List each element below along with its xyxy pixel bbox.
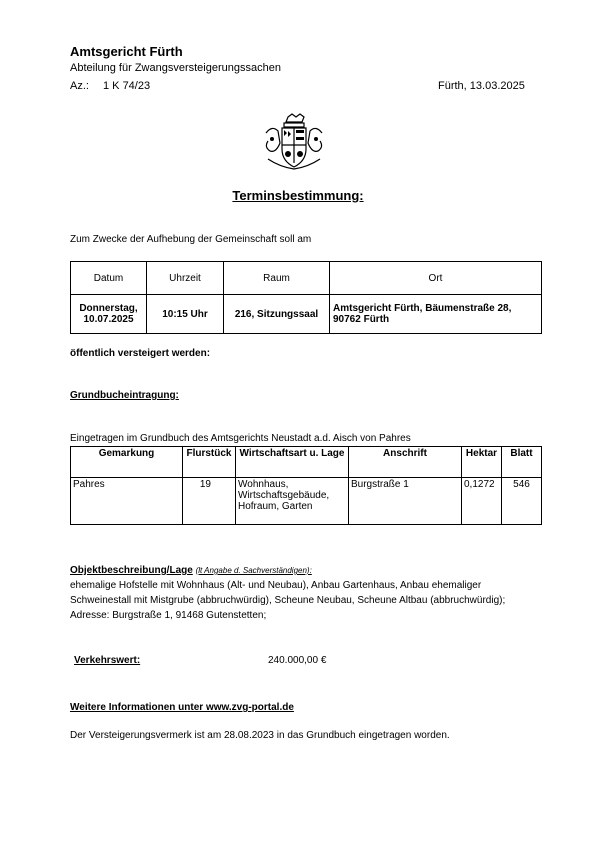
case-number: 1 K 74/23: [103, 80, 151, 92]
appointment-room: 216, Sitzungssaal: [224, 295, 330, 334]
header-date: Datum: [71, 262, 147, 295]
appointment-table: [70, 261, 542, 334]
appointment-date: [71, 295, 147, 334]
department: Abteilung für Zwangsversteigerungssachen: [70, 62, 281, 74]
object-description-text: ehemalige Hofstelle mit Wohnhaus (Alt- und Neubau), Anbau Gartenhaus, Anbau ehemaliger Schweinestall mit Mistgrube (abbruchwürdig), Scheune Neubau, Scheune Altbau (abbruchwürdig);: [70, 580, 506, 606]
court-name: Amtsgericht Fürth: [70, 44, 183, 59]
market-value: 240.000,00 €: [268, 655, 327, 666]
place-date: Fürth, 13.03.2025: [438, 80, 525, 92]
header-gemarkung: Gemarkung: [71, 447, 183, 478]
cell-blatt: 546: [502, 478, 542, 525]
cell-gemarkung: Pahres: [71, 478, 183, 525]
grundbuch-heading: Grundbucheintragung:: [70, 390, 179, 401]
header-wirtschaftsart: Wirtschaftsart u. Lage: [236, 447, 349, 478]
grundbuch-table: [70, 446, 542, 525]
header-blatt: Blatt: [502, 447, 542, 478]
cell-hektar: 0,1272: [462, 478, 502, 525]
object-description: [70, 578, 540, 623]
cell-anschrift: Burgstraße 1: [349, 478, 462, 525]
cell-flurstueck: 19: [183, 478, 236, 525]
object-heading-note: (lt Angabe d. Sachverständigen):: [195, 566, 312, 575]
header-hektar: Hektar: [462, 447, 502, 478]
header-place: Ort: [330, 262, 542, 295]
appointment-place: [330, 295, 542, 334]
appointment-day: 10.07.2025: [83, 314, 134, 325]
auction-statement: öffentlich versteigert werden:: [70, 348, 211, 359]
case-number-label: Az.:: [70, 80, 89, 92]
header-anschrift: Anschrift: [349, 447, 462, 478]
coat-of-arms-icon: [262, 113, 326, 171]
more-info-link[interactable]: Weitere Informationen unter www.zvg-portal.de: [70, 702, 294, 713]
appointment-weekday: Donnerstag,: [79, 303, 138, 314]
appointment-place-street: Amtsgericht Fürth, Bäumenstraße 28,: [333, 303, 512, 314]
appointment-time: 10:15 Uhr: [147, 295, 224, 334]
market-value-label: Verkehrswert:: [74, 655, 141, 666]
page-title: Terminsbestimmung:: [232, 188, 364, 203]
closing-note: Der Versteigerungsvermerk ist am 28.08.2023 in das Grundbuch eingetragen worden.: [70, 730, 450, 741]
grundbuch-intro: Eingetragen im Grundbuch des Amtsgerichts Neustadt a.d. Aisch von Pahres: [70, 433, 411, 444]
header-flurstueck: Flurstück: [183, 447, 236, 478]
header-room: Raum: [224, 262, 330, 295]
table-row: [71, 478, 542, 525]
intro-text: Zum Zwecke der Aufhebung der Gemeinschaft soll am: [70, 234, 312, 245]
object-heading-label: Objektbeschreibung/Lage: [70, 565, 193, 576]
cell-wirtschaftsart: Wohnhaus, Wirtschaftsgebäude, Hofraum, Garten: [236, 478, 349, 525]
header-time: Uhrzeit: [147, 262, 224, 295]
appointment-place-city: 90762 Fürth: [333, 314, 390, 325]
object-address: Adresse: Burgstraße 1, 91468 Gutenstetten;: [70, 610, 267, 621]
object-description-heading: [70, 565, 312, 576]
